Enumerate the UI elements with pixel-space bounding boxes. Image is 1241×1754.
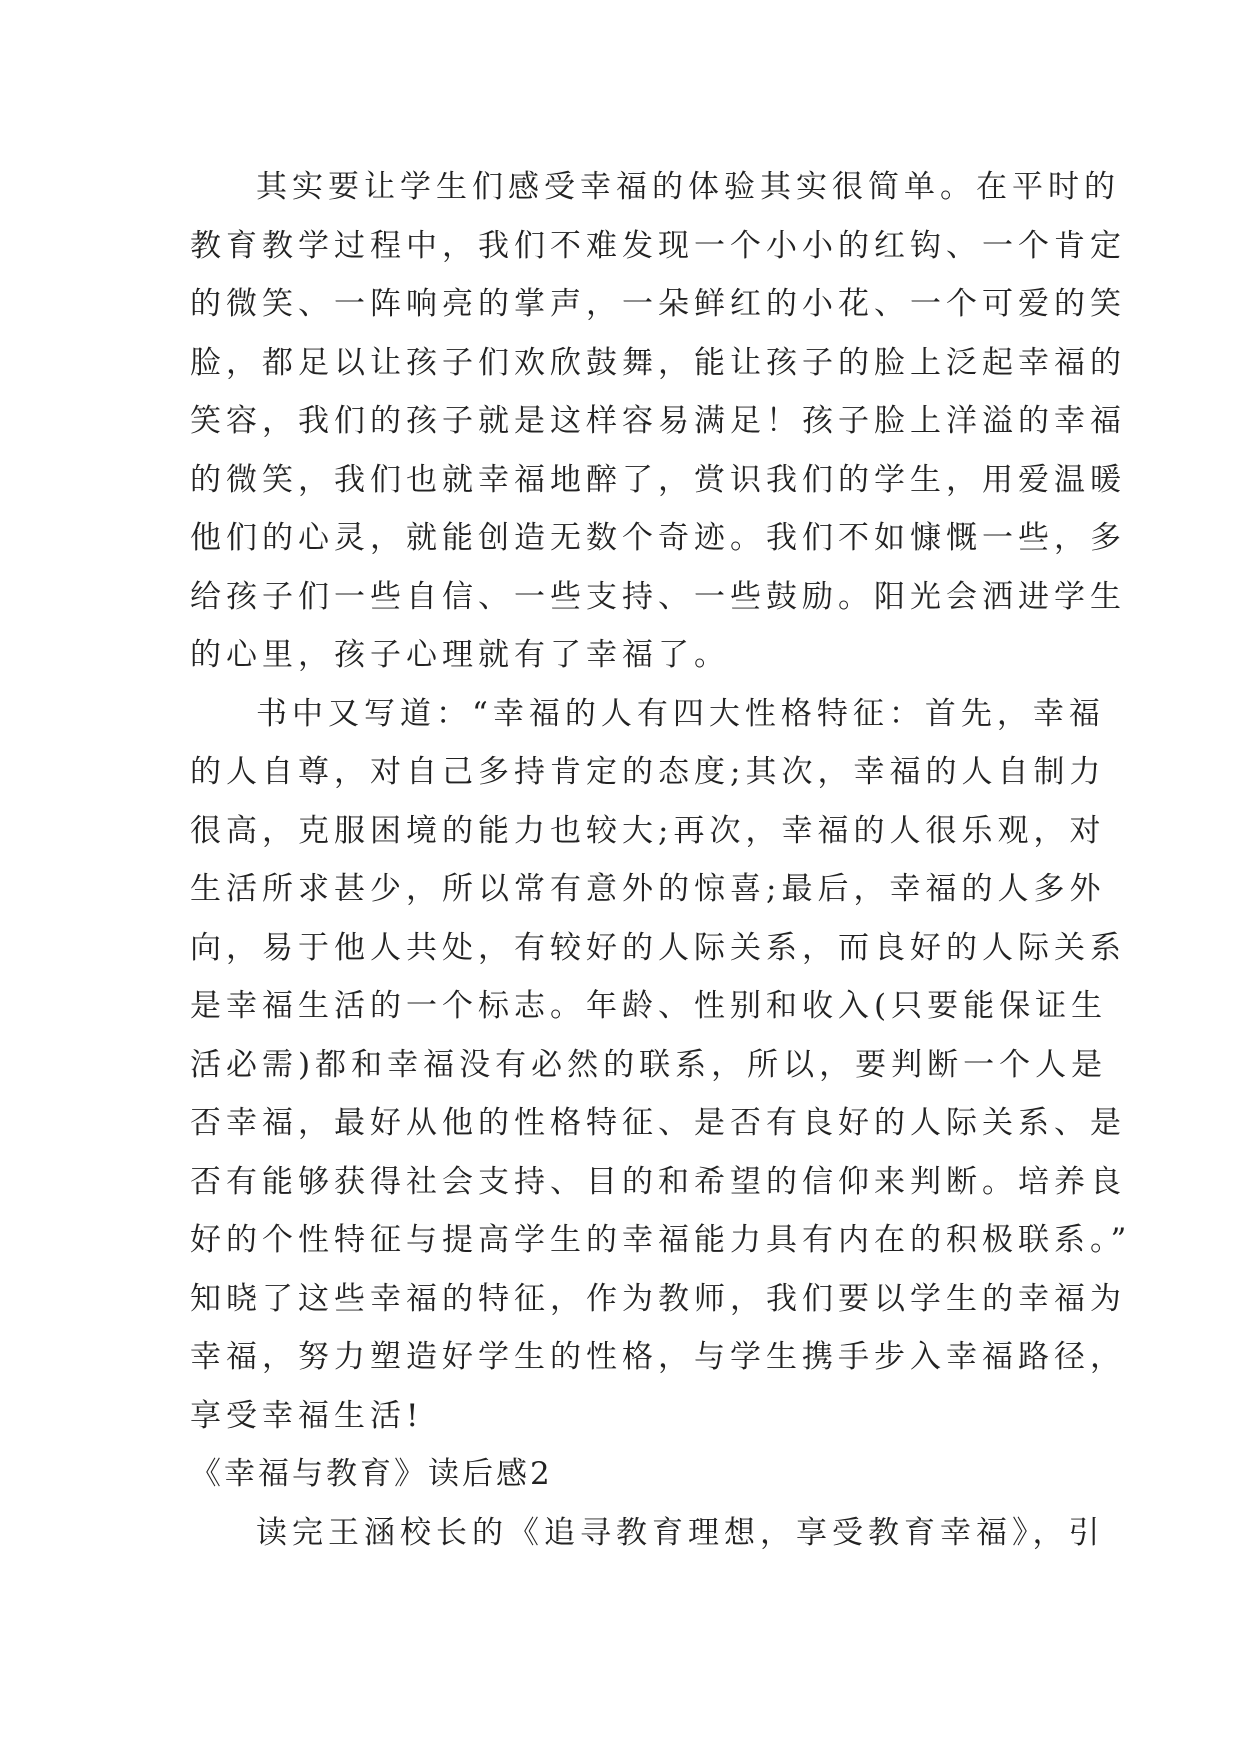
paragraph-3	[190, 1504, 1105, 1563]
paragraph-line: 向，易于他人共处，有较好的人际关系，而良好的人际关系	[190, 929, 1126, 966]
paragraph-line: 笑容，我们的孩子就是这样容易满足！孩子脸上洋溢的幸福	[190, 403, 1126, 439]
paragraph-line: 教育教学过程中，我们不难发现一个小小的红钩、一个肯定	[190, 227, 1126, 264]
document-body	[190, 158, 1132, 1562]
paragraph-line: 读完王涵校长的《追寻教育理想，享受教育幸福》，引	[256, 1514, 1105, 1551]
paragraph-line: 的人自尊，对自己多持肯定的态度;其次，幸福的人自制力	[190, 754, 1106, 790]
paragraph-line: 知晓了这些幸福的特征，作为教师，我们要以学生的幸福为	[190, 1280, 1126, 1317]
paragraph-line: 给孩子们一些自信、一些支持、一些鼓励。阳光会洒进学生	[190, 578, 1126, 615]
paragraph-line: 的心里，孩子心理就有了幸福了。	[190, 637, 730, 673]
paragraph-line: 是幸福生活的一个标志。年龄、性别和收入(只要能保证生	[190, 988, 1108, 1024]
paragraph-line: 的微笑，我们也就幸福地醉了，赏识我们的学生，用爱温暖	[190, 461, 1126, 498]
paragraph-line: 书中又写道：“幸福的人有四大性格特征：首先，幸福	[256, 695, 1105, 732]
paragraph-1	[190, 158, 1126, 685]
paragraph-line: 的微笑、一阵响亮的掌声，一朵鲜红的小花、一个可爱的笑	[190, 286, 1126, 322]
paragraph-line: 享受幸福生活!	[190, 1397, 424, 1434]
paragraph-line: 他们的心灵，就能创造无数个奇迹。我们不如慷慨一些，多	[190, 520, 1126, 556]
paragraph-line: 活必需)都和幸福没有必然的联系，所以，要判断一个人是	[190, 1046, 1108, 1083]
paragraph-line: 否幸福，最好从他的性格特征、是否有良好的人际关系、是	[190, 1105, 1126, 1141]
paragraph-line: 幸福，努力塑造好学生的性格，与学生携手步入幸福路径，	[190, 1339, 1126, 1375]
paragraph-line: 好的个性特征与提高学生的幸福能力具有内在的积极联系。”	[190, 1222, 1132, 1258]
paragraph-line: 脸，都足以让孩子们欢欣鼓舞，能让孩子的脸上泛起幸福的	[190, 344, 1126, 381]
paragraph-2	[190, 685, 1132, 1446]
paragraph-line: 很高，克服困境的能力也较大;再次，幸福的人很乐观，对	[190, 812, 1106, 849]
paragraph-line: 否有能够获得社会支持、目的和希望的信仰来判断。培养良	[190, 1163, 1126, 1200]
paragraph-line: 生活所求甚少，所以常有意外的惊喜;最后，幸福的人多外	[190, 871, 1106, 907]
section-heading: 《幸福与教育》读后感2	[190, 1456, 553, 1492]
paragraph-line: 其实要让学生们感受幸福的体验其实很简单。在平时的	[256, 169, 1120, 205]
